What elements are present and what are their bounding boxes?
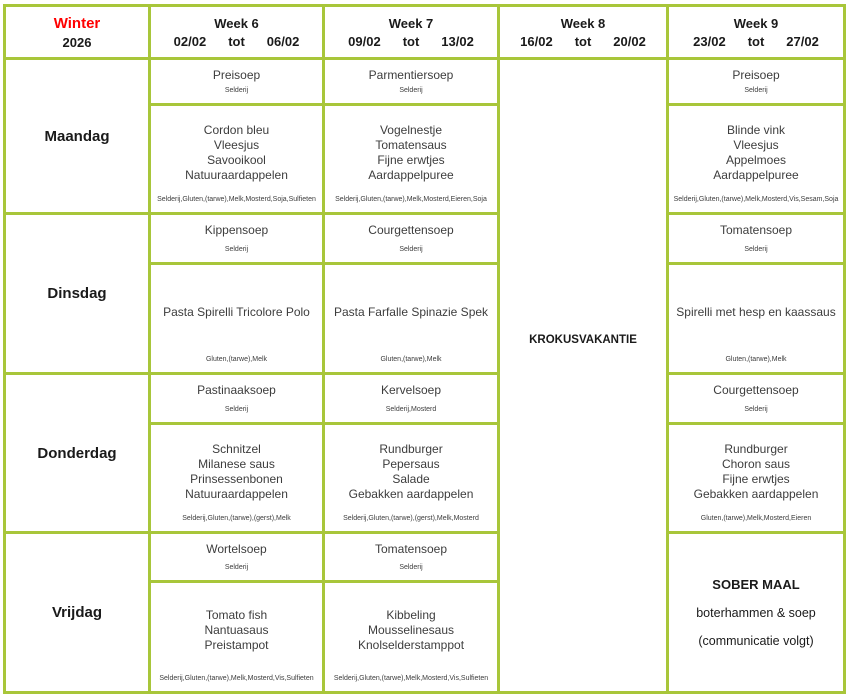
main-dish: Salade (392, 471, 430, 486)
cell-week6-vrijdag-main (151, 583, 322, 691)
sober-line1: boterhammen & soep (696, 606, 816, 620)
main-allergens: Gluten,(tarwe),Melk (380, 356, 442, 363)
soup-name: Parmentiersoep (368, 68, 454, 82)
cell-week9-vrijdag-sober (669, 534, 843, 691)
main-dish: Pepersaus (382, 456, 440, 471)
main-dish: Mousselinesaus (367, 623, 455, 637)
header-week7-cell (325, 7, 497, 57)
week9-date-sep: tot (747, 33, 765, 49)
header-week8-cell (500, 7, 666, 57)
main-allergens: Selderij,Gluten,(tarwe),Melk,Mosterd,Vis,Sulfieten (333, 675, 489, 682)
main-dish: Preistampot (204, 638, 269, 652)
week7-dates (348, 34, 474, 49)
main-dish: Rundburger (724, 441, 788, 456)
cell-week8-vacation: KROKUSVAKANTIE (500, 60, 666, 691)
sober-title: SOBER MAAL (712, 577, 800, 592)
cell-week7-maandag-main (325, 106, 497, 212)
main-dish: Knolselderstamppot (357, 638, 465, 652)
cell-week9-dinsdag-main (669, 265, 843, 372)
soup-allergens: Selderij,Mosterd (385, 406, 437, 413)
soup-name: Preisoep (732, 68, 780, 82)
week7-date-to: 13/02 (441, 33, 474, 49)
main-dish: Cordon bleu (203, 122, 270, 137)
main-dish: Fijne erwtjes (377, 152, 445, 167)
menu-table (3, 4, 846, 694)
cell-week9-donderdag-main (669, 425, 843, 531)
main-dish: Tomatensaus (375, 137, 447, 152)
cell-week6-vrijdag-soup (151, 534, 322, 580)
cell-week7-donderdag-soup (325, 375, 497, 422)
main-dish: Appelmoes (725, 152, 787, 167)
soup-allergens: Selderij (744, 87, 768, 94)
cell-week7-donderdag-main (325, 425, 497, 531)
week9-date-to: 27/02 (786, 33, 819, 49)
week6-name: Week 6 (214, 15, 259, 31)
main-dish: Tomato fish (205, 608, 268, 622)
cell-week7-vrijdag-soup (325, 534, 497, 580)
main-dish: Rundburger (379, 441, 443, 456)
day-label-dinsdag: Dinsdag (6, 215, 148, 372)
main-dishes (153, 110, 320, 195)
main-dish: Gebakken aardappelen (693, 486, 819, 501)
main-dish: Natuuraardappelen (185, 486, 288, 501)
main-dish: Fijne erwtjes (722, 471, 790, 486)
main-dish: Aardappelpuree (368, 167, 454, 182)
season-label: Winter (53, 14, 101, 32)
main-allergens: Gluten,(tarwe),Melk,Mosterd,Eieren (700, 515, 812, 522)
week7-date-from: 09/02 (348, 33, 381, 49)
main-dish: Kibbeling (386, 608, 436, 622)
main-allergens: Selderij,Gluten,(tarwe),(gerst),Melk (182, 515, 291, 522)
cell-week9-maandag-soup (669, 60, 843, 103)
soup-allergens: Selderij (224, 406, 249, 413)
soup-name: Wortelsoep (206, 542, 267, 556)
cell-week7-dinsdag-soup (325, 215, 497, 262)
soup-allergens: Selderij (224, 87, 249, 94)
week6-date-sep: tot (228, 33, 245, 49)
soup-allergens: Selderij (399, 87, 423, 94)
soup-name: Courgettensoep (713, 383, 799, 397)
day-label-vrijdag: Vrijdag (6, 534, 148, 691)
soup-name: Kippensoep (204, 223, 269, 237)
main-allergens: Selderij,Gluten,(tarwe),Melk,Mosterd,Vis,Sesam,Soja (673, 196, 839, 203)
cell-week9-donderdag-soup (669, 375, 843, 422)
soup-name: Preisoep (212, 68, 261, 82)
main-dishes (671, 269, 841, 355)
soup-name: Pastinaaksoep (197, 383, 276, 397)
main-dishes (153, 269, 320, 355)
week8-dates (520, 34, 646, 49)
soup-allergens: Selderij (224, 564, 249, 571)
cell-week6-maandag-main (151, 106, 322, 212)
main-dish: Vogelnestje (379, 122, 443, 137)
main-dishes (327, 110, 495, 195)
soup-allergens: Selderij (224, 246, 249, 253)
year-label: 2026 (62, 34, 92, 50)
main-dish: Nantuasaus (204, 623, 269, 637)
main-dishes (153, 429, 320, 514)
cell-week9-dinsdag-soup (669, 215, 843, 262)
soup-name: Courgettensoep (368, 223, 454, 237)
main-dishes (327, 269, 495, 355)
main-dish: Spirelli met hesp en kaassaus (676, 304, 836, 319)
cell-week7-maandag-soup (325, 60, 497, 103)
soup-allergens: Selderij (399, 564, 423, 571)
main-allergens: Gluten,(tarwe),Melk (205, 356, 268, 363)
soup-name: Kervelsoep (380, 383, 442, 397)
main-dishes (671, 429, 841, 514)
cell-week6-donderdag-main (151, 425, 322, 531)
header-week6-cell (151, 7, 322, 57)
week9-dates (693, 34, 819, 49)
main-dishes (671, 110, 841, 195)
cell-week6-maandag-soup (151, 60, 322, 103)
main-dish: Schnitzel (212, 441, 261, 456)
week8-date-to: 20/02 (613, 33, 646, 49)
main-dish: Natuuraardappelen (185, 167, 288, 182)
week6-dates (174, 34, 300, 49)
main-dish: Pasta Spirelli Tricolore Polo (163, 304, 310, 319)
header-title-cell (6, 7, 148, 57)
main-dish: Milanese saus (198, 456, 275, 471)
week6-date-to: 06/02 (266, 33, 300, 49)
week7-name: Week 7 (388, 15, 434, 31)
soup-allergens: Selderij (744, 246, 768, 253)
week8-name: Week 8 (560, 15, 606, 31)
main-dish: Vleesjus (733, 137, 779, 152)
main-allergens: Gluten,(tarwe),Melk (725, 356, 787, 363)
week8-date-from: 16/02 (520, 33, 553, 49)
main-dish: Aardappelpuree (713, 167, 799, 182)
day-label-maandag: Maandag (6, 60, 148, 212)
main-dishes (153, 587, 320, 674)
main-allergens: Selderij,Gluten,(tarwe),Melk,Mosterd,Vis,Sulfieten (159, 675, 314, 682)
week8-date-sep: tot (574, 33, 592, 49)
cell-week6-dinsdag-soup (151, 215, 322, 262)
sober-line2: (communicatie volgt) (698, 634, 814, 648)
day-label-donderdag: Donderdag (6, 375, 148, 531)
cell-week7-dinsdag-main (325, 265, 497, 372)
main-dishes (327, 587, 495, 674)
main-dish: Gebakken aardappelen (348, 486, 474, 501)
main-dish: Savooikool (207, 152, 266, 167)
main-dish: Pasta Farfalle Spinazie Spek (333, 304, 489, 319)
soup-name: Tomatensoep (374, 542, 448, 556)
main-dish: Blinde vink (726, 122, 786, 137)
soup-allergens: Selderij (399, 246, 423, 253)
cell-week7-vrijdag-main (325, 583, 497, 691)
main-allergens: Selderij,Gluten,(tarwe),(gerst),Melk,Mosterd (343, 515, 479, 522)
week9-name: Week 9 (733, 15, 779, 31)
soup-allergens: Selderij (744, 406, 768, 413)
main-dish: Prinsessenbonen (190, 471, 283, 486)
main-dish: Vleesjus (213, 137, 260, 152)
cell-week9-maandag-main (669, 106, 843, 212)
week6-date-from: 02/02 (173, 33, 207, 49)
main-allergens: Selderij,Gluten,(tarwe),Melk,Mosterd,Soja,Sulfieten (157, 196, 316, 203)
cell-week6-dinsdag-main (151, 265, 322, 372)
soup-name: Tomatensoep (719, 223, 793, 237)
header-week9-cell (669, 7, 843, 57)
main-dishes (327, 429, 495, 514)
week9-date-from: 23/02 (693, 33, 726, 49)
main-dish: Choron saus (721, 456, 791, 471)
cell-week6-donderdag-soup (151, 375, 322, 422)
week7-date-sep: tot (402, 33, 420, 49)
main-allergens: Selderij,Gluten,(tarwe),Melk,Mosterd,Eieren,Soja (335, 196, 487, 203)
